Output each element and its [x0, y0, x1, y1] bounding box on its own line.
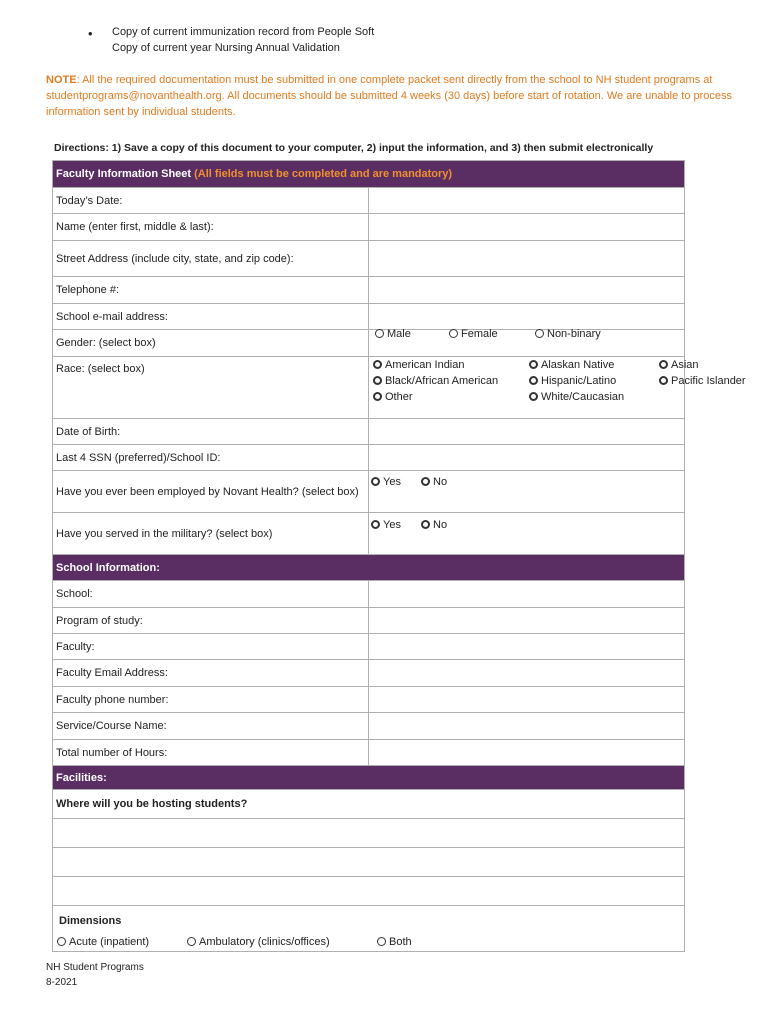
radio-icon: [377, 937, 386, 946]
footer-line-1: NH Student Programs: [46, 962, 144, 973]
radio-icon: [375, 329, 384, 338]
faculty-info-table: [52, 160, 746, 952]
name-field[interactable]: [369, 214, 685, 241]
dimension-both-label: Both: [389, 936, 412, 948]
gender-female-option[interactable]: [449, 328, 498, 340]
race-asian-option[interactable]: [659, 359, 699, 371]
label-name: Name (enter first, middle & last):: [53, 214, 369, 241]
radio-icon: [529, 360, 538, 369]
faculty-field[interactable]: [369, 634, 685, 660]
footer-line-2: 8-2021: [46, 977, 78, 988]
employed-no-option[interactable]: [421, 476, 447, 488]
label-phone: Telephone #:: [53, 277, 369, 304]
ssn-field[interactable]: [369, 445, 685, 471]
military-yes-option[interactable]: [371, 519, 401, 531]
race-option-label: Hispanic/Latino: [541, 375, 617, 387]
faculty-phone-field[interactable]: [369, 687, 685, 713]
employed-options: [369, 471, 685, 513]
label-program: Program of study:: [53, 608, 369, 634]
note-label: NOTE: [46, 74, 77, 86]
radio-icon: [421, 520, 430, 529]
race-option-label: Asian: [671, 359, 699, 371]
label-date: Today’s Date:: [53, 188, 369, 214]
gender-male-label: Male: [387, 328, 411, 340]
directions-text: Directions: 1) Save a copy of this document to your computer, 2) input the information, and 3) then submit electronically: [54, 142, 654, 154]
radio-icon: [371, 520, 380, 529]
label-school: School:: [53, 581, 369, 608]
employed-yes-label: Yes: [383, 476, 401, 488]
dimension-ambulatory-label: Ambulatory (clinics/offices): [199, 936, 330, 948]
race-option-label: Black/African American: [385, 375, 499, 387]
label-faculty: Faculty:: [53, 634, 369, 660]
race-american-indian-option[interactable]: [373, 359, 465, 371]
label-gender: Gender: (select box): [53, 330, 369, 357]
label-ssn: Last 4 SSN (preferred)/School ID:: [53, 445, 369, 471]
dob-field[interactable]: [369, 419, 685, 445]
race-white-option[interactable]: [529, 391, 624, 403]
mandatory-note: (All fields must be completed and are mandatory): [194, 168, 453, 180]
note-paragraph: [46, 72, 736, 120]
race-option-label: Alaskan Native: [541, 359, 615, 371]
school-field[interactable]: [369, 581, 685, 608]
label-faculty-phone: Faculty phone number:: [53, 687, 369, 713]
race-option-label: American Indian: [385, 359, 465, 371]
facilities-question: Where will you be hosting students?: [53, 790, 685, 819]
race-option-label: White/Caucasian: [541, 391, 625, 403]
race-option-label: Other: [385, 391, 413, 403]
race-black-option[interactable]: [373, 375, 498, 387]
facilities-header: Facilities:: [53, 766, 685, 790]
gender-options: [369, 330, 685, 357]
address-field[interactable]: [369, 241, 685, 277]
radio-icon: [659, 360, 668, 369]
dimension-ambulatory-option[interactable]: [187, 936, 330, 948]
radio-icon: [57, 937, 66, 946]
radio-icon: [187, 937, 196, 946]
military-options: [369, 513, 685, 555]
radio-icon: [421, 477, 430, 486]
gender-nonbinary-label: Non-binary: [547, 328, 601, 340]
label-email: School e-mail address:: [53, 304, 369, 330]
radio-icon: [529, 376, 538, 385]
hours-field[interactable]: [369, 740, 685, 766]
note-text: : All the required documentation must be submitted in one complete packet sent directly from the school to NH student programs at studentprograms@novanthealth.org. All documents should be submitted 4 weeks (30 days) before start of rotation. We are unable to process information sent by individual students.: [46, 74, 733, 118]
label-address: Street Address (include city, state, and zip code):: [53, 241, 369, 277]
faculty-email-field[interactable]: [369, 660, 685, 687]
military-yes-label: Yes: [383, 519, 401, 531]
gender-female-label: Female: [461, 328, 498, 340]
dimensions-cell: [53, 906, 685, 952]
label-dob: Date of Birth:: [53, 419, 369, 445]
label-race: Race: (select box): [53, 357, 369, 419]
facility-line-3[interactable]: [53, 877, 685, 906]
race-pacific-option[interactable]: [659, 375, 746, 387]
race-hispanic-option[interactable]: [529, 375, 616, 387]
label-faculty-email: Faculty Email Address:: [53, 660, 369, 687]
race-option-label: Pacific Islander: [671, 375, 746, 387]
race-alaskan-option[interactable]: [529, 359, 614, 371]
faculty-header-title: Faculty Information Sheet: [56, 168, 192, 180]
race-other-option[interactable]: [373, 391, 413, 403]
radio-icon: [535, 329, 544, 338]
military-no-label: No: [433, 519, 448, 531]
radio-icon: [373, 360, 382, 369]
program-field[interactable]: [369, 608, 685, 634]
radio-icon: [449, 329, 458, 338]
service-field[interactable]: [369, 713, 685, 740]
phone-field[interactable]: [369, 277, 685, 304]
dimension-both-option[interactable]: [377, 936, 412, 948]
label-service: Service/Course Name:: [53, 713, 369, 740]
dimension-acute-option[interactable]: [57, 936, 149, 948]
email-field[interactable]: [369, 304, 685, 330]
radio-icon: [373, 376, 382, 385]
gender-male-option[interactable]: [375, 328, 411, 340]
facility-line-2[interactable]: [53, 848, 685, 877]
required-item-immunization: Copy of current immunization record from People Soft: [112, 26, 375, 38]
gender-nonbinary-option[interactable]: [535, 328, 601, 340]
employed-yes-option[interactable]: [371, 476, 401, 488]
bullet-icon: •: [88, 26, 93, 41]
faculty-header: [53, 161, 685, 188]
label-military: Have you served in the military? (select box): [53, 513, 369, 555]
military-no-option[interactable]: [421, 519, 447, 531]
school-header: School Information:: [53, 555, 685, 581]
radio-icon: [529, 392, 538, 401]
date-field[interactable]: [369, 188, 685, 214]
required-item-validation: Copy of current year Nursing Annual Validation: [112, 42, 340, 54]
employed-no-label: No: [433, 476, 448, 488]
label-hours: Total number of Hours:: [53, 740, 369, 766]
dimensions-label: Dimensions: [59, 915, 122, 927]
radio-icon: [371, 477, 380, 486]
radio-icon: [373, 392, 382, 401]
radio-icon: [659, 376, 668, 385]
facility-line-1[interactable]: [53, 819, 685, 848]
race-options: [369, 357, 746, 419]
dimension-acute-label: Acute (inpatient): [69, 936, 150, 948]
label-employed: Have you ever been employed by Novant Health? (select box): [53, 471, 369, 513]
